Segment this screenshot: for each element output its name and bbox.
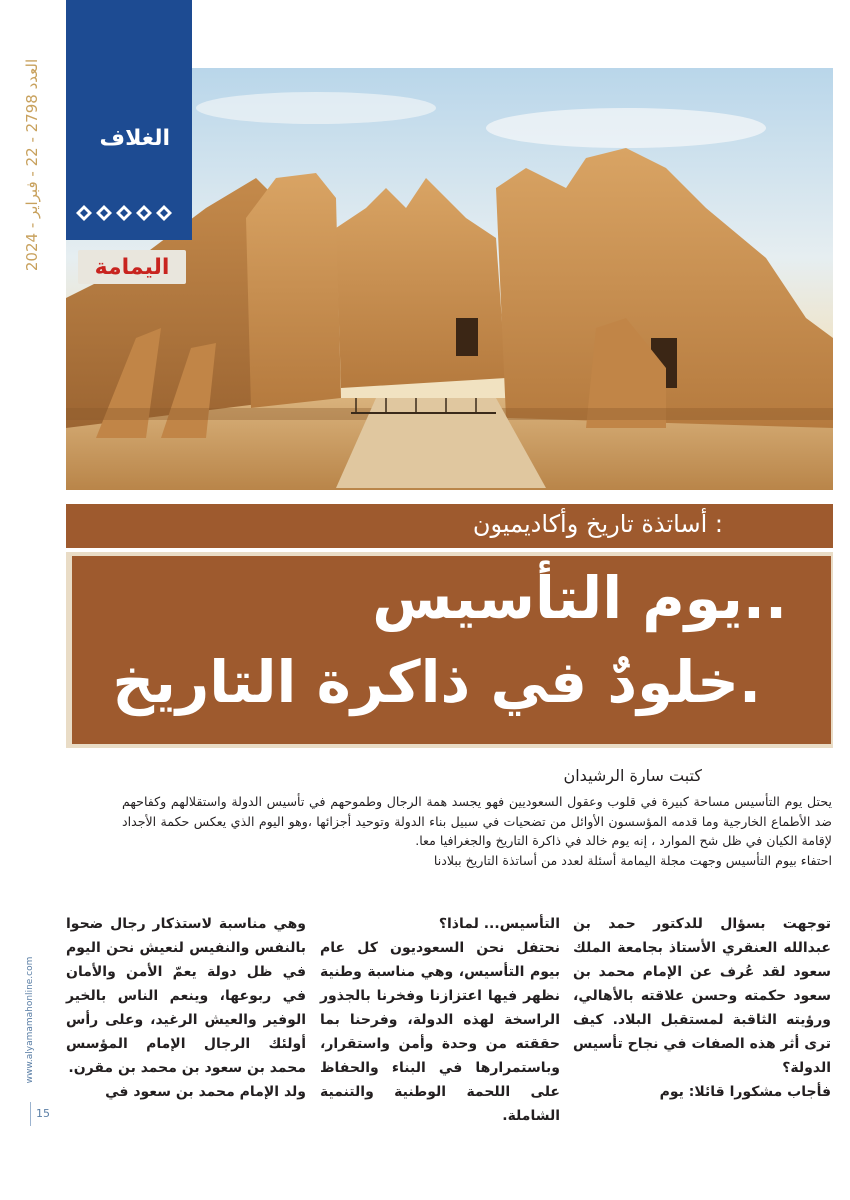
byline: كتبت سارة الرشيدان — [563, 766, 702, 785]
body-column-left — [66, 912, 306, 1104]
diamond-pattern-icon — [66, 200, 192, 226]
headline-box — [72, 556, 831, 744]
intro-paragraph: احتفاء بيوم التأسيس وجهت مجلة اليمامة أسئلة لعدد من أساتذة التاريخ ببلادنا — [433, 852, 832, 868]
website-url[interactable] — [18, 920, 42, 1120]
headline-line-2: خلودٌ في ذاكرة التاريخ. — [112, 648, 761, 716]
page-number: 15 — [30, 1102, 55, 1126]
website-url-text: www.alyamamahonline.com — [25, 956, 35, 1084]
body-paragraph: وهي مناسبة لاستذكار رجال ضحوا بالنفس والنفيس لنعيش نحن اليوم في ظل دولة يعمّ الأمن والأمان في ربوعها، وينعم الناس بالخير الوفير والعيش الرغيد، وعلى رأس أولئك الرجال الإمام المؤسس محمد بن سعود بن محمد بن مقرن. — [66, 916, 306, 1076]
intro-paragraph: يحتل يوم التأسيس مساحة كبيرة في قلوب وعقول السعوديين فهو يجسد همة الرجال وطموحهم في تأسيس الدولة واستقلالهم وكفاحهم ضد الأطماع الخارجية وما قدمه المؤسسون الأوائل من تضحيات في سبيل بناء الدولة وتوحيد أجزائها ،وهو اليوم الذي يعكس حكمة الأجداد لإقامة الكيان في ظل شح الموارد ، إنه يوم خالد في ذاكرة التاريخ والجغرافيا معا. — [122, 794, 832, 848]
headline-line-1: يوم التأسيس.. — [372, 564, 787, 632]
article-subtitle-bar — [66, 504, 833, 548]
body-paragraph: نحتفل نحن السعوديون كل عام بيوم التأسيس، وهي مناسبة وطنية نظهر فيها اعتزازنا وفخرنا بالجذور الراسخة لهذه الدولة، وفرحنا بما حققته من وحدة وأمن واستقرار، وباستمرارها في البناء والحفاظ على اللحمة الوطنية والتنمية الشاملة. — [320, 940, 560, 1124]
issue-info — [14, 60, 50, 270]
body-column-middle — [320, 912, 560, 1128]
section-tab-label: الغلاف — [99, 126, 170, 151]
section-tab — [66, 0, 192, 240]
body-subheading: التأسيس... لماذا؟ — [438, 916, 560, 932]
body-paragraph: فأجاب مشكورا قائلا: يوم — [659, 1084, 831, 1100]
issue-info-text: العدد 2798 - 22 - فبراير - 2024 — [23, 58, 41, 272]
article-intro — [122, 792, 832, 870]
magazine-logo-text: اليمامة — [94, 254, 170, 280]
body-paragraph: توجهت بسؤال للدكتور حمد بن عبدالله العنقري الأستاذ بجامعة الملك سعود لقد عُرف عن الإمام محمد بن سعود حكمته وحسن علاقته بالأهالي، ورؤيته الثاقبة لمستقبل البلاد. كيف ترى أثر هذه الصفات في نجاح تأسيس الدولة؟ — [573, 916, 831, 1076]
article-subtitle: أساتذة تاريخ وأكاديميون : — [472, 510, 723, 538]
body-paragraph: ولد الإمام محمد بن سعود في — [105, 1084, 306, 1100]
body-column-right — [573, 912, 831, 1104]
magazine-logo — [78, 250, 186, 284]
